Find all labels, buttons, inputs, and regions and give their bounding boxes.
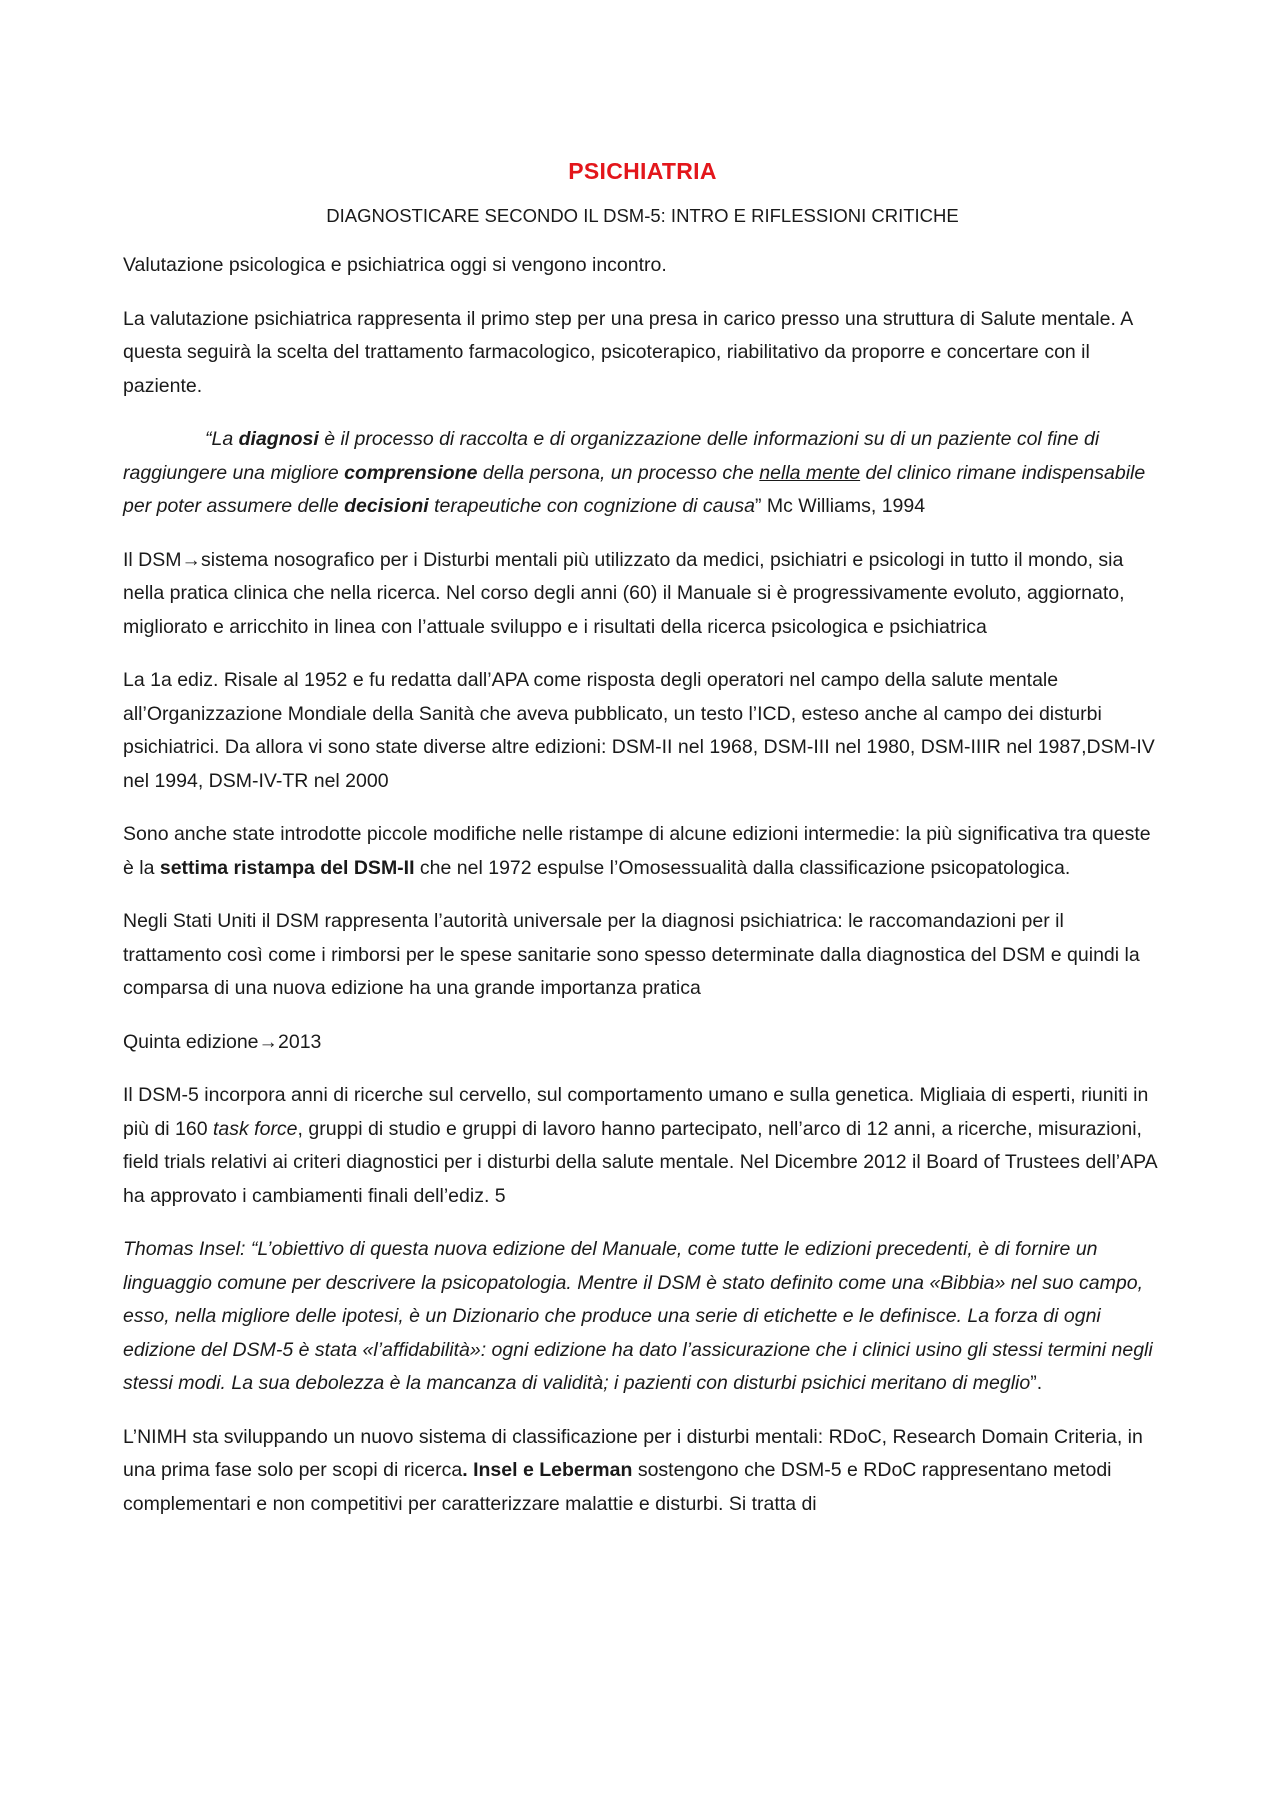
paragraph-prima-edizione: La 1a ediz. Risale al 1952 e fu redatta dall’APA come risposta degli operatori nel campo della salute mentale all’Organizzazione Mondiale della Sanità che aveva pubblicato, un testo l’ICD, esteso anche al campo dei disturbi psichiatrici. Da allora vi sono state diverse altre edizioni: DSM-II nel 1968, DSM-III nel 1980, DSM-IIIR nel 1987,DSM-IV nel 1994, DSM-IV-TR nel 2000 (123, 669, 1155, 792)
dsm5-text-1: Il DSM-5 incorpora anni di ricerche sul cervello, sul comportamento umano e sulla genetica. Migliaia di esperti, riuniti in più di 160 (123, 1084, 1149, 1140)
paragraph-ristampe (123, 818, 1162, 885)
paragraph-quinta-edizione: Quinta edizione→2013 (123, 1030, 322, 1053)
nimh-text-1: L’NIMH sta sviluppando un nuovo sistema di classificazione per i disturbi mentali: RDoC, Research Domain Criteria, in una prima fase solo per scopi di ricerca (123, 1425, 1143, 1481)
paragraph-stati-uniti: Negli Stati Uniti il DSM rappresenta l’autorità universale per la diagnosi psichiatrica: le raccomandazioni per il trattamento così come i rimborsi per le spese sanitarie sono spesso determinate dalla diagnostica del DSM e quindi la comparsa di una nuova edizione ha una grande importanza pratica (123, 910, 1140, 999)
paragraph-intro: Valutazione psicologica e psichiatrica oggi si vengono incontro. (123, 254, 667, 276)
quote-text-3: del clinico rimane indispensabile per poter assumere delle (123, 461, 1146, 517)
quote-open: “La (205, 428, 239, 450)
insel-quote-text: Thomas Insel: “L’obiettivo di questa nuova edizione del Manuale, come tutte le edizioni precedenti, è di fornire un linguaggio comune per descrivere la psicopatologia. Mentre il DSM è stato definito come una «Bibbia» nel suo campo, esso, nella migliore delle ipotesi, è un Dizionario che produce una serie di etichette e le definisce. La forza di ogni edizione del DSM-5 è stata «l’affidabilità»: ogni edizione ha dato l’assicurazione che i clinici usino gli stessi termini negli stessi modi. La sua debolezza è la mancanza di validità; i pazienti con disturbi psichici meritano di meglio (123, 1238, 1153, 1394)
paragraph-insel-quote (123, 1233, 1162, 1401)
quote-term-nella-mente: nella mente (759, 461, 861, 484)
quote-attribution: ” Mc Williams, 1994 (754, 495, 926, 517)
paragraph-valutazione: La valutazione psichiatrica rappresenta il primo step per una presa in carico presso una struttura di Salute mentale. A questa seguirà la scelta del trattamento farmacologico, psicoterapico, riabilitativo da proporre e concertare con il paziente. (123, 307, 1133, 397)
quote-term-decisioni: decisioni (344, 495, 429, 517)
quote-term-diagnosi: diagnosi (238, 428, 319, 450)
nimh-text-2: sostengono che DSM-5 e RDoC rappresentano metodi complementari e non competitivi per caratterizzare malattie e disturbi. Si tratta di (123, 1459, 1112, 1515)
quote-text-2: della persona, un processo che (477, 461, 760, 484)
paragraph-nimh (123, 1421, 1162, 1522)
quote-text-1: è il processo di raccolta e di organizzazione delle informazioni su di un paziente col fine di raggiungere una migliore (123, 428, 1100, 484)
nimh-dot: . (462, 1459, 468, 1481)
paragraph-dsm-sistema: Il DSM→sistema nosografico per i Disturbi mentali più utilizzato da medici, psichiatri e psicologi in tutto il mondo, sia nella pratica clinica che nella ricerca. Nel corso degli anni (60) il Manuale si è progressivamente evoluto, aggiornato, migliorato e arricchito in linea con l’attuale sviluppo e i risultati della ricerca psicologica e psichiatrica (123, 548, 1125, 638)
dsm5-italic: task force (213, 1117, 298, 1140)
paragraph-dsm5 (123, 1079, 1162, 1213)
document-subtitle: DIAGNOSTICARE SECONDO IL DSM-5: INTRO E RIFLESSIONI CRITICHE (326, 205, 959, 226)
dsm5-text-2: , gruppi di studio e gruppi di lavoro hanno partecipato, nell’arco di 12 anni, a ricerche, misurazioni, field trials relativi ai criteri diagnostici per i disturbi della salute mentale. Nel Dicembre 2012 il Board of Trustees dell’APA ha approvato i cambiamenti finali dell’ediz. 5 (123, 1117, 1157, 1207)
quote-text-4: terapeutiche con cognizione di causa (428, 495, 755, 517)
quote-term-comprensione: comprensione (344, 461, 478, 484)
ristampe-text-2: che nel 1972 espulse l’Omosessualità dalla classificazione psicopatologica. (414, 856, 1071, 879)
quote-mcwilliams (123, 423, 1162, 524)
ristampe-bold: settima ristampa del DSM-II (159, 856, 415, 879)
ristampe-text-1: Sono anche state introdotte piccole modifiche nelle ristampe di alcune edizioni intermedie: la più significativa tra queste è la (123, 823, 1151, 879)
insel-quote-close: ”. (1030, 1372, 1043, 1394)
nimh-bold: Insel e Leberman (467, 1459, 633, 1481)
document-title: PSICHIATRIA (568, 158, 717, 184)
